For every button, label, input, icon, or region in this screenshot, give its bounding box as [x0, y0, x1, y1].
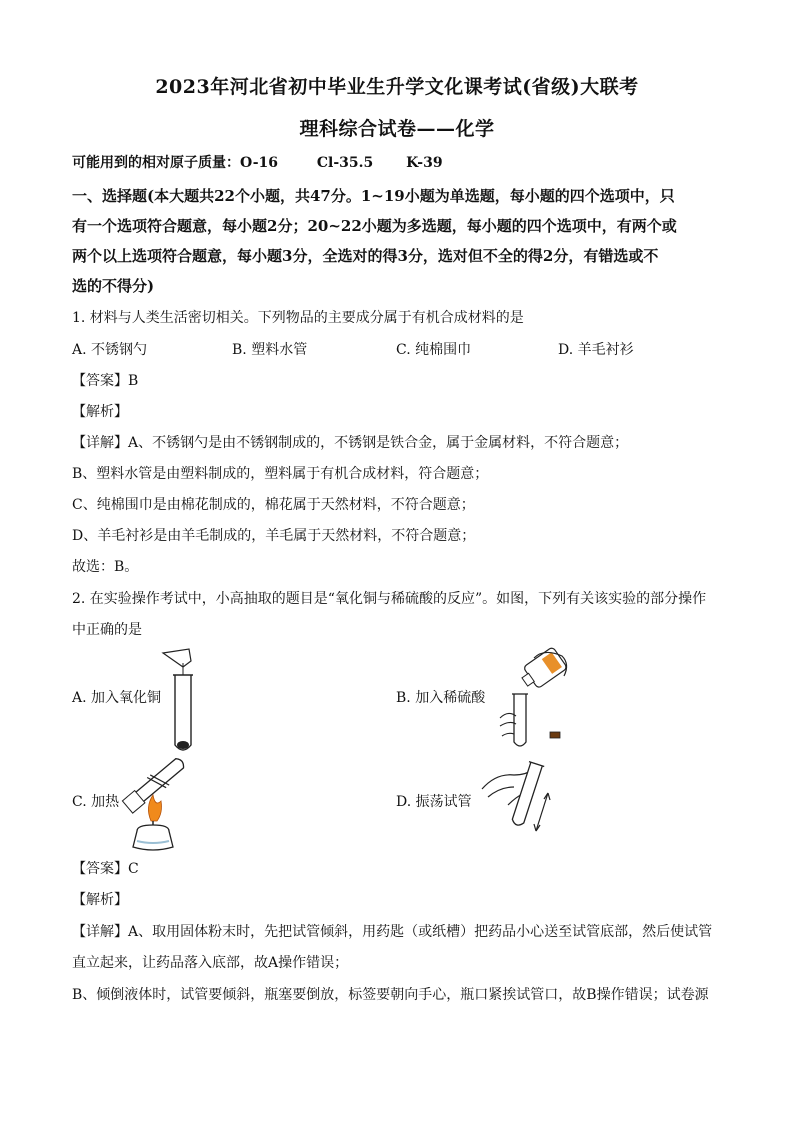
q1-detail-3: C、纯棉围巾是由棉花制成的，棉花属于天然材料，不符合题意； — [72, 497, 475, 513]
page-subtitle: 理科综合试卷——化学 — [299, 118, 495, 140]
section1-line-1: 一、选择题(本大题共22个小题，共47分。1~19小题为单选题，每小题的四个选项中，只 — [72, 187, 675, 205]
atomic-mass-cl: Cl-35.5 — [316, 155, 374, 171]
q1-detail-2: B、塑料水管是由塑料制成的，塑料属于有机合成材料，符合题意； — [72, 466, 489, 482]
heating-illustration — [115, 745, 205, 855]
section1-line-2: 有一个选项符合题意，每小题2分；20~22小题为多选题，每小题的四个选项中，有两个或 — [72, 217, 677, 235]
q2-detail-1: 【详解】A、取用固体粉末时，先把试管倾斜，用药匙（或纸槽）把药品小心送至试管底部，然后使试管 — [72, 924, 713, 940]
q2-option-b: B. 加入稀硫酸 — [396, 690, 486, 706]
add-sulfuric-acid-illustration — [484, 646, 584, 746]
q1-stem: 1. 材料与人类生活密切相关。下列物品的主要成分属于有机合成材料的是 — [72, 310, 524, 326]
q1-option-b: B. 塑料水管 — [232, 342, 308, 358]
atomic-mass-k: K-39 — [406, 155, 443, 171]
q1-option-a: A. 不锈钢勺 — [72, 342, 148, 358]
q1-option-d: D. 羊毛衬衫 — [558, 342, 634, 358]
atomic-mass-label: 可能用到的相对原子质量： — [72, 155, 240, 171]
q2-detail-3: B、倾倒液体时，试管要倾斜，瓶塞要倒放，标签要朝向手心，瓶口紧挨试管口，故B操作错误；试卷源 — [72, 987, 709, 1003]
q2-answer: 【答案】C — [72, 861, 139, 877]
q2-option-c: C. 加热 — [72, 794, 120, 810]
q1-analysis-label: 【解析】 — [72, 404, 128, 420]
q2-analysis-label: 【解析】 — [72, 892, 128, 908]
q1-detail-4: D、羊毛衬衫是由羊毛制成的，羊毛属于天然材料，不符合题意； — [72, 528, 476, 544]
q2-option-a: A. 加入氧化铜 — [72, 690, 162, 706]
q1-option-c: C. 纯棉围巾 — [396, 342, 472, 358]
q1-detail-5: 故选：B。 — [72, 559, 139, 575]
q2-stem-line-1: 2. 在实验操作考试中，小高抽取的题目是“氧化铜与稀硫酸的反应”。如图，下列有关该实验的部分操作 — [72, 591, 707, 607]
add-copper-oxide-illustration — [155, 645, 205, 757]
section1-line-4: 选的不得分) — [72, 277, 155, 295]
q2-detail-2: 直立起来，让药品落入底部，故A操作错误； — [72, 955, 349, 971]
page-title: 2023年河北省初中毕业生升学文化课考试(省级)大联考 — [155, 76, 639, 98]
q1-detail-1: 【详解】A、不锈钢勺是由不锈钢制成的，不锈钢是铁合金，属于金属材料，不符合题意； — [72, 435, 629, 451]
atomic-mass-line — [72, 152, 443, 172]
q2-stem-line-2: 中正确的是 — [72, 622, 142, 638]
q2-option-d: D. 振荡试管 — [396, 794, 472, 810]
atomic-mass-o: O-16 — [240, 155, 279, 171]
q1-answer: 【答案】B — [72, 373, 139, 389]
shaking-test-tube-illustration — [478, 757, 568, 837]
section1-line-3: 两个以上选项符合题意，每小题3分，全选对的得3分，选对但不全的得2分，有错选或不 — [72, 247, 659, 265]
